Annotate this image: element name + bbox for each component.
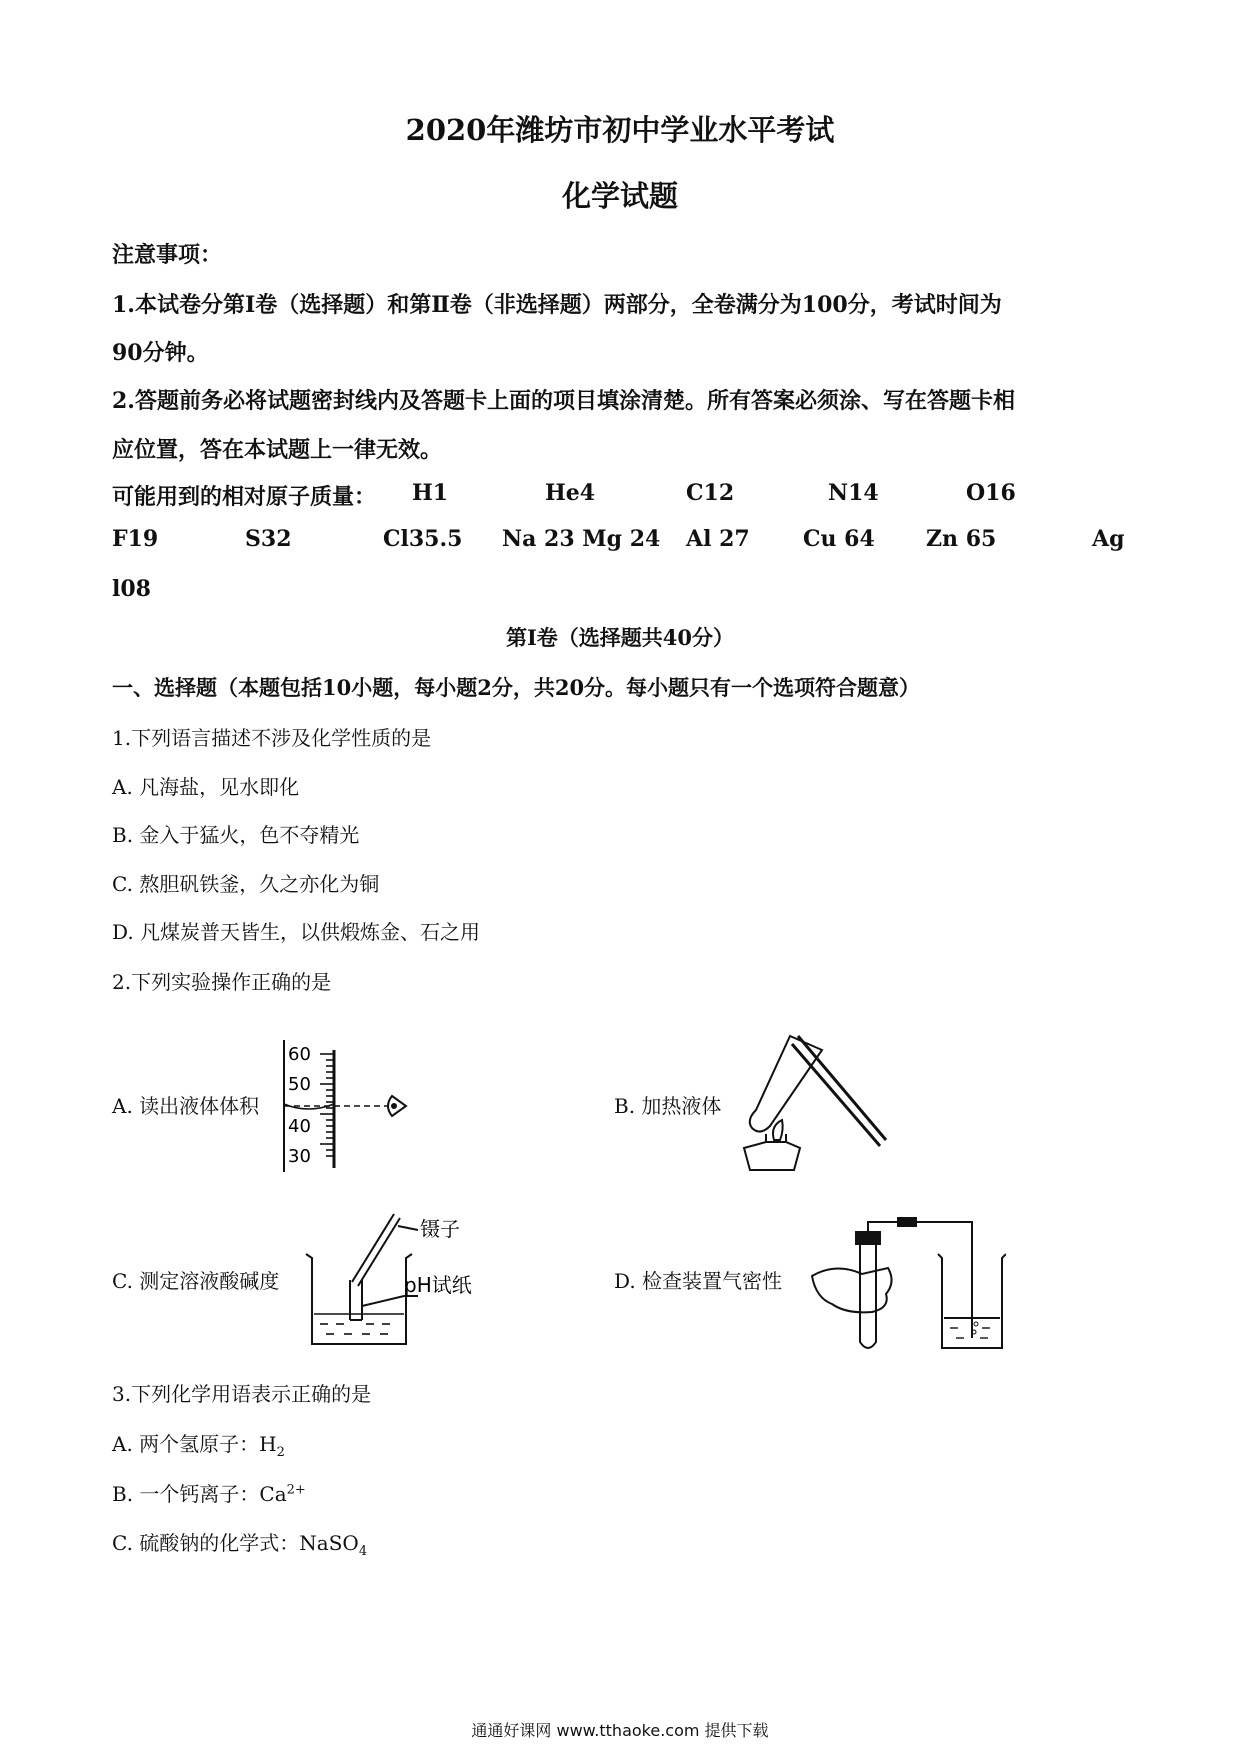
q1-option-d: D. 凡煤炭普天皆生，以供煅炼金、石之用 — [112, 920, 481, 944]
atomic-mass-F: F19 — [112, 526, 159, 552]
atomic-mass-He: He4 — [545, 480, 596, 506]
q3-option-c: C. 硫酸钠的化学式：NaSO$_4$ — [112, 1531, 368, 1559]
atomic-mass-Na-Mg: Na 23 Mg 24 — [502, 526, 661, 552]
q1-option-c: C. 熬胆矾铁釜，久之亦化为铜 — [112, 872, 380, 896]
q2-option-c: C. 测定溶液酸碱度 — [112, 1269, 280, 1293]
cylinder-tick-50: 50 — [288, 1074, 311, 1095]
atomic-mass-Al: Al 27 — [686, 526, 750, 552]
part-heading: 一、选择题（本题包括10小题，每小题2分，共20分。每小题只有一个选项符合题意） — [112, 675, 921, 700]
atomic-mass-Ag-value: l08 — [112, 576, 151, 602]
notice-item1-line2: 90分钟。 — [112, 340, 209, 366]
atomic-mass-N: N14 — [828, 480, 879, 506]
cylinder-tick-30: 30 — [288, 1146, 311, 1167]
notice-heading: 注意事项： — [112, 242, 223, 268]
q2-stem: 2.下列实验操作正确的是 — [112, 970, 332, 994]
atomic-mass-S: S32 — [245, 526, 292, 552]
cylinder-tick-60: 60 — [288, 1044, 311, 1065]
graduated-cylinder-figure — [280, 1036, 410, 1176]
atomic-mass-label: 可能用到的相对原子质量： — [112, 484, 377, 510]
heating-liquid-figure — [730, 1030, 890, 1180]
atomic-mass-Ag: Ag — [1092, 526, 1125, 552]
q2-option-b: B. 加热液体 — [614, 1094, 722, 1118]
q3-option-b: B. 一个钙离子：$Ca^{2+}$ — [112, 1482, 306, 1506]
notice-item2-line1: 2.答题前务必将试题密封线内及答题卡上面的项目填涂清楚。所有答案必须涂、写在答题卡相 — [112, 388, 1015, 414]
cylinder-tick-40: 40 — [288, 1116, 311, 1137]
q1-option-b: B. 金入于猛火，色不夺精光 — [112, 823, 360, 847]
atomic-mass-Zn: Zn 65 — [926, 526, 997, 552]
exam-subtitle: 化学试题 — [561, 179, 678, 213]
q1-option-a: A. 凡海盐，见水即化 — [112, 775, 300, 799]
q3-option-a: A. 两个氢原子：$H_2$ — [112, 1432, 285, 1460]
notice-item2-line2: 应位置，答在本试题上一律无效。 — [112, 437, 443, 463]
atomic-mass-C: C12 — [686, 480, 735, 506]
tweezers-label: 镊子 — [420, 1217, 460, 1241]
atomic-mass-Cu: Cu 64 — [803, 526, 875, 552]
page-footer: 通通好课网 www.tthaoke.com 提供下载 — [471, 1721, 769, 1740]
atomic-mass-H: H1 — [412, 480, 449, 506]
q1-stem: 1.下列语言描述不涉及化学性质的是 — [112, 726, 432, 750]
ph-test-figure — [300, 1210, 500, 1350]
ph-paper-label: pH试纸 — [404, 1273, 472, 1297]
atomic-mass-Cl: Cl35.5 — [383, 526, 463, 552]
section-title: 第Ⅰ卷（选择题共40分） — [505, 625, 735, 650]
atomic-mass-O: O16 — [966, 480, 1016, 506]
notice-item1-line1: 1.本试卷分第Ⅰ卷（选择题）和第Ⅱ卷（非选择题）两部分，全卷满分为100分，考试时间为 — [112, 292, 1002, 318]
q2-option-a: A. 读出液体体积 — [112, 1094, 260, 1118]
airtightness-figure — [806, 1212, 1006, 1358]
q3-stem: 3.下列化学用语表示正确的是 — [112, 1382, 372, 1406]
q2-option-d: D. 检查装置气密性 — [614, 1269, 783, 1293]
exam-title: 2020年潍坊市初中学业水平考试 — [405, 113, 835, 147]
